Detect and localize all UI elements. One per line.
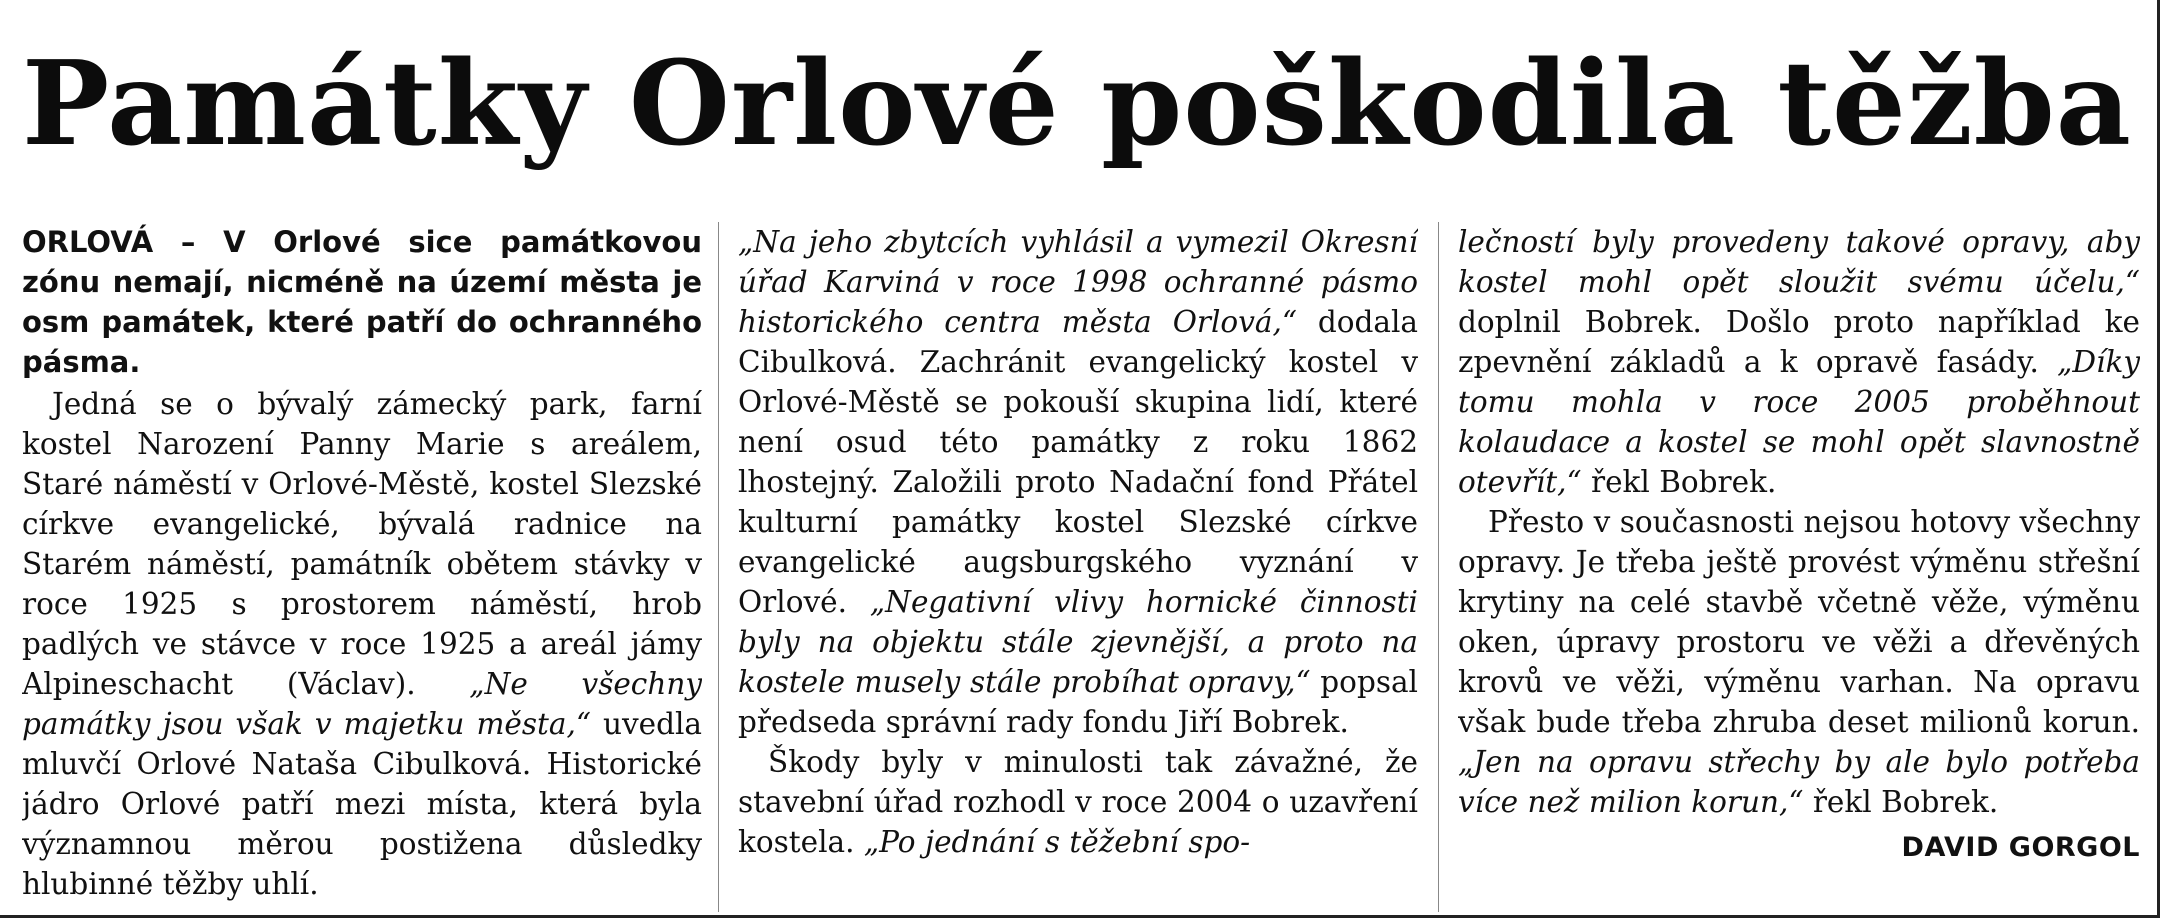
paragraph-1 <box>22 384 702 904</box>
column-1 <box>22 222 702 912</box>
headline: Památky Orlové poškodila těžba <box>22 36 2132 172</box>
quote-1: „Ne všechny památky jsou však v majetku města,“ <box>22 667 702 741</box>
paragraph-1-text-a: Jedná se o bývalý zámecký park, farní kostel Narození Panny Marie s areálem, Staré náměstí v Orlové-Městě, kostel Slezské církve evangelické, bývalá radnice na Starém náměstí, památník obětem stávky v roce 1925 s prostorem náměstí, hrob padlých ve stávce v roce 1925 a areál jámy Alpineschacht (Václav). <box>22 387 702 701</box>
paragraph-4-text-a: doplnil Bobrek. Došlo proto například ke zpevnění základů a k opravě fasády. <box>1458 305 2140 379</box>
paragraph-1-text-b: uvedla mluvčí Orlové Nataša Cibulková. Historické jádro Orlové patří mezi místa, která byla významnou měrou postižena důsledky hlubinné těžby uhlí. <box>22 707 702 901</box>
column-divider-1 <box>718 222 719 912</box>
paragraph-2-text-b: popsal předseda správní rady fondu Jiří Bobrek. <box>738 665 1418 739</box>
paragraph-4 <box>1458 222 2140 502</box>
paragraph-3 <box>738 742 1418 862</box>
author-byline: DAVID GORGOL <box>1901 832 2140 863</box>
column-divider-2 <box>1438 222 1439 912</box>
paragraph-3-text-a: Škody byly v minulosti tak závažné, že stavební úřad rozhodl v roce 2004 o uzavření kostela. <box>738 745 1418 859</box>
quote-3: „Negativní vlivy hornické činnosti byly na objektu stále zjevnější, a proto na kostele musely stále probíhat opravy,“ <box>738 585 1418 699</box>
paragraph-5 <box>1458 502 2140 822</box>
paragraph-5-text-b: řekl Bobrek. <box>1803 785 1999 819</box>
quote-4: „Po jednání s těžební spo- <box>863 825 1251 859</box>
paragraph-2-text-a: dodala Cibulková. Zachránit evangelický kostel v Orlové-Městě se pokouší skupina lidí, které není osud této památky z roku 1862 lhostejný. Založili proto Nadační fond Přátel kulturní památky kostel Slezské církve evangelické augsburgského vyznání v Orlové. <box>738 305 1418 619</box>
column-3 <box>1458 222 2140 912</box>
quote-4-continued: lečností byly provedeny takové opravy, aby kostel mohl opět sloužit svému účelu,“ <box>1458 225 2140 299</box>
paragraph-2 <box>738 222 1418 742</box>
quote-2: „Na jeho zbytcích vyhlásil a vymezil Okresní úřad Karviná v roce 1998 ochranné pásmo historického centra města Orlová,“ <box>738 225 1418 339</box>
column-2 <box>738 222 1418 912</box>
paragraph-5-text-a: Přesto v současnosti nejsou hotovy všechny opravy. Je třeba ještě provést výměnu střešní krytiny na celé stavbě včetně věže, výměnu oken, úpravy prostoru ve věži a dřevěných krovů ve věži, výměnu varhan. Na opravu však bude třeba zhruba deset milionů korun. <box>1458 505 2140 739</box>
lead-paragraph: ORLOVÁ – V Orlové sice památkovou zónu nemají, nicméně na území města je osm památek, které patří do ochranného pásma. <box>22 225 702 379</box>
quote-6: „Jen na opravu střechy by ale bylo potřeba více než milion korun,“ <box>1458 745 2140 819</box>
quote-5: „Díky tomu mohla v roce 2005 proběhnout kolaudace a kostel se mohl opět slavnostně otevřít,“ <box>1458 345 2140 499</box>
paragraph-4-text-b: řekl Bobrek. <box>1581 465 1777 499</box>
